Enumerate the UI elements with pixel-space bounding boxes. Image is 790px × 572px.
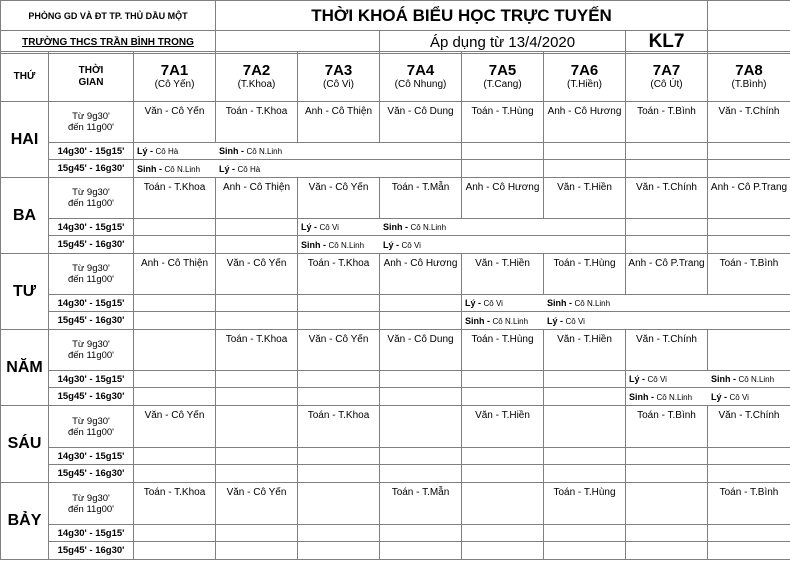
- empty-cell: [544, 143, 626, 160]
- morning-end: đến 11g00': [67, 426, 114, 438]
- lesson-cell: Anh - Cô Thiện: [216, 178, 298, 219]
- empty-cell: [380, 371, 462, 388]
- teacher-name: Cô Vi: [565, 316, 585, 326]
- morning-start: Từ 9g30': [72, 339, 110, 350]
- empty-cell: [626, 465, 708, 483]
- morning-slot: [49, 254, 134, 295]
- subject-name: Lý: [711, 391, 722, 402]
- class-name: 7A4: [406, 61, 435, 79]
- morning-end: đến 11g00': [67, 198, 114, 209]
- morning-slot: [49, 178, 134, 219]
- subject-name: Lý: [547, 315, 558, 326]
- empty-cell: [626, 542, 708, 560]
- class-name: 7A8: [735, 61, 763, 79]
- class-name: 7A5: [488, 61, 517, 79]
- empty-cell: [380, 542, 462, 560]
- empty-cell: [134, 219, 216, 236]
- class-name: 7A2: [242, 61, 271, 79]
- morning-end: đến 11g00': [67, 274, 114, 285]
- class-header: [216, 52, 298, 102]
- lesson-cell: Toán - T.Bình: [708, 483, 790, 525]
- lesson-cell: Văn - Cô Yến: [216, 254, 298, 295]
- empty-cell: [626, 219, 708, 236]
- empty-cell: [298, 525, 380, 542]
- lesson-cell: Văn - Cô Yến: [134, 102, 216, 143]
- lesson-cell: Toán - T.Khoa: [298, 254, 380, 295]
- morning-end: đến 11g00': [67, 350, 114, 361]
- afternoon-slot: 14g30' - 15g15': [49, 448, 134, 465]
- empty-cell: [134, 295, 216, 312]
- header-time-line1: THỜI: [78, 64, 104, 76]
- afternoon-lesson: Sinh - Cô N.Linh: [134, 160, 216, 178]
- lesson-cell: Anh - Cô Hương: [380, 254, 462, 295]
- day-label: TƯ: [1, 254, 49, 330]
- lesson-cell: Anh - Cô Thiện: [134, 254, 216, 295]
- lesson-cell: Toán - T.Khoa: [298, 406, 380, 448]
- day-label: SÁU: [1, 406, 49, 483]
- lesson-cell: Văn - Cô Dung: [380, 102, 462, 143]
- teacher-name: Cô N.Linh: [164, 164, 201, 174]
- subject-name: Lý: [137, 146, 148, 156]
- lesson-cell: Anh - Cô P.Trang: [626, 254, 708, 295]
- morning-start: Từ 9g30': [72, 263, 110, 274]
- page-title: THỜI KHOÁ BIỂU HỌC TRỰC TUYẾN: [216, 1, 708, 31]
- empty-cell: [708, 448, 790, 465]
- lesson-cell: Toán - T.Khoa: [134, 483, 216, 525]
- afternoon-lesson: Lý - Cô Vi: [626, 371, 708, 388]
- lesson-cell: [462, 483, 544, 525]
- empty-cell: [298, 312, 380, 330]
- teacher-name: Cô N.Linh: [328, 240, 365, 250]
- afternoon-lesson: Lý - Cô Hà: [134, 143, 216, 160]
- subject-name: Lý: [301, 222, 312, 232]
- class-header: [380, 52, 462, 102]
- header-table: [0, 0, 790, 54]
- class-teacher: (T.Khoa): [237, 78, 276, 90]
- empty-cell: [134, 448, 216, 465]
- subject-name: Sinh: [465, 315, 485, 326]
- teacher-name: Cô Hà: [237, 164, 261, 174]
- empty-cell: [708, 465, 790, 483]
- class-name: 7A6: [570, 61, 599, 79]
- afternoon-slot: 14g30' - 15g15': [49, 143, 134, 160]
- subject-name: Sinh: [547, 298, 567, 308]
- lesson-cell: [626, 483, 708, 525]
- afternoon-slot: 14g30' - 15g15': [49, 525, 134, 542]
- class-teacher: (Cô Yến): [154, 78, 195, 90]
- empty-cell: [134, 525, 216, 542]
- empty-cell: [462, 525, 544, 542]
- class-teacher: (Cô Nhung): [394, 78, 447, 90]
- afternoon-slot: 14g30' - 15g15': [49, 371, 134, 388]
- subject-name: Lý: [465, 298, 476, 308]
- empty-cell: [544, 236, 626, 254]
- afternoon-lesson: Sinh - Cô N.Linh: [298, 236, 380, 254]
- class-name: 7A7: [652, 61, 681, 79]
- class-teacher: (T.Cang): [483, 78, 522, 90]
- class-teacher: (T.Bình): [731, 78, 767, 90]
- empty-cell: [708, 525, 790, 542]
- lesson-cell: Toán - T.Hùng: [462, 330, 544, 371]
- teacher-name: Cô N.Linh: [410, 223, 447, 232]
- empty-cell: [544, 219, 626, 236]
- empty-cell: [216, 448, 298, 465]
- empty-cell: [544, 371, 626, 388]
- class-name: 7A1: [160, 61, 189, 79]
- morning-end: đến 11g00': [67, 503, 114, 515]
- empty-cell: [544, 388, 626, 406]
- lesson-cell: Toán - T.Hùng: [544, 254, 626, 295]
- lesson-cell: Văn - T.Chính: [626, 178, 708, 219]
- morning-start: Từ 9g30': [72, 492, 110, 504]
- class-header: [462, 52, 544, 102]
- empty-cell: [462, 371, 544, 388]
- afternoon-lesson: Lý - Cô Vi: [298, 219, 380, 236]
- afternoon-slot: 14g30' - 15g15': [49, 219, 134, 236]
- afternoon-lesson: Sinh - Cô N.Linh: [544, 295, 708, 312]
- afternoon-lesson: Lý - Cô Vi: [708, 388, 790, 406]
- lesson-cell: [708, 330, 790, 371]
- empty-cell: [298, 465, 380, 483]
- subject-name: Lý: [219, 163, 230, 174]
- day-label: BẢY: [1, 483, 49, 560]
- empty-cell: [216, 295, 298, 312]
- subject-name: Lý: [383, 239, 394, 250]
- lesson-cell: Văn - T.Hiền: [462, 406, 544, 448]
- afternoon-slot: 15g45' - 16g30': [49, 236, 134, 254]
- class-header: [134, 52, 216, 102]
- teacher-name: Cô Vi: [483, 299, 503, 308]
- empty-cell: [708, 160, 790, 178]
- empty-cell: [216, 219, 298, 236]
- department-name: PHÒNG GD VÀ ĐT TP. THỦ DẦU MỘT: [1, 1, 216, 31]
- afternoon-lesson: Lý - Cô Vi: [380, 236, 544, 254]
- afternoon-lesson: Lý - Cô Vi: [462, 295, 544, 312]
- lesson-cell: Anh - Cô Hương: [544, 102, 626, 143]
- lesson-cell: Toán - T.Mẫn: [380, 483, 462, 525]
- empty-cell: [380, 295, 462, 312]
- class-header: [626, 52, 708, 102]
- subject-name: Sinh: [629, 391, 649, 402]
- lesson-cell: [544, 406, 626, 448]
- teacher-name: Cô N.Linh: [574, 299, 611, 308]
- teacher-name: Cô N.Linh: [738, 375, 775, 384]
- day-label: HAI: [1, 102, 49, 178]
- empty-cell: [462, 160, 544, 178]
- empty-cell: [708, 219, 790, 236]
- empty-cell: [134, 371, 216, 388]
- afternoon-lesson: Sinh - Cô N.Linh: [708, 371, 790, 388]
- empty-cell: [380, 465, 462, 483]
- empty-cell: [216, 388, 298, 406]
- class-header: [708, 52, 790, 102]
- empty-cell: [216, 312, 298, 330]
- morning-slot: [49, 483, 134, 525]
- afternoon-lesson: Sinh - Cô N.Linh: [462, 312, 544, 330]
- lesson-cell: Toán - T.Mẫn: [380, 178, 462, 219]
- lesson-cell: [134, 330, 216, 371]
- empty-cell: [380, 388, 462, 406]
- empty-cell: [380, 312, 462, 330]
- empty-cell: [380, 160, 462, 178]
- subject-name: Sinh: [301, 239, 321, 250]
- empty-cell: [216, 542, 298, 560]
- lesson-cell: Văn - T.Hiền: [544, 330, 626, 371]
- morning-slot: [49, 102, 134, 143]
- empty-cell: [298, 371, 380, 388]
- empty-cell: [134, 388, 216, 406]
- morning-end: đến 11g00': [67, 122, 114, 133]
- teacher-name: Cô N.Linh: [656, 392, 693, 402]
- morning-slot: [49, 330, 134, 371]
- empty-cell: [544, 525, 626, 542]
- teacher-name: Cô N.Linh: [246, 147, 283, 156]
- subject-name: Sinh: [137, 163, 157, 174]
- teacher-name: Cô Hà: [155, 147, 179, 156]
- empty-cell: [134, 465, 216, 483]
- empty-cell: [298, 448, 380, 465]
- subject-name: Sinh: [383, 222, 403, 232]
- class-teacher: (T.Hiền): [566, 78, 602, 90]
- empty-cell: [216, 236, 298, 254]
- empty-cell: [626, 143, 708, 160]
- afternoon-slot: 15g45' - 16g30': [49, 542, 134, 560]
- apply-date: Áp dụng từ 13/4/2020: [380, 31, 626, 54]
- afternoon-slot: 14g30' - 15g15': [49, 295, 134, 312]
- afternoon-lesson: Sinh - Cô N.Linh: [626, 388, 708, 406]
- empty-cell: [544, 542, 626, 560]
- lesson-cell: Văn - Cô Yến: [298, 178, 380, 219]
- subject-name: Sinh: [219, 146, 239, 156]
- empty-cell: [298, 388, 380, 406]
- morning-start: Từ 9g30': [72, 111, 110, 122]
- empty-cell: [708, 542, 790, 560]
- subject-name: Sinh: [711, 374, 731, 384]
- empty-cell: [626, 525, 708, 542]
- empty-cell: [298, 295, 380, 312]
- empty-cell: [462, 465, 544, 483]
- lesson-cell: Văn - T.Hiền: [462, 254, 544, 295]
- empty-cell: [380, 525, 462, 542]
- grade-code: KL7: [626, 31, 708, 54]
- school-name: TRƯỜNG THCS TRẦN BÌNH TRONG: [1, 31, 216, 54]
- lesson-cell: Văn - T.Hiền: [544, 178, 626, 219]
- lesson-cell: Toán - T.Hùng: [544, 483, 626, 525]
- afternoon-slot: 15g45' - 16g30': [49, 312, 134, 330]
- empty-cell: [626, 160, 708, 178]
- lesson-cell: Toán - T.Bình: [708, 254, 790, 295]
- empty-cell: [380, 448, 462, 465]
- empty-cell: [216, 465, 298, 483]
- afternoon-lesson: Sinh - Cô N.Linh: [216, 143, 380, 160]
- lesson-cell: Văn - T.Chính: [626, 330, 708, 371]
- class-teacher: (Cô Vi): [323, 78, 354, 90]
- empty-cell: [544, 160, 626, 178]
- empty-cell: [216, 371, 298, 388]
- empty-cell: [708, 236, 790, 254]
- header-time: [49, 52, 134, 102]
- subject-name: Lý: [629, 374, 640, 384]
- teacher-name: Cô Vi: [647, 375, 667, 384]
- lesson-cell: Văn - T.Chính: [708, 406, 790, 448]
- lesson-cell: Toán - T.Khoa: [216, 102, 298, 143]
- empty-cell: [134, 236, 216, 254]
- empty-cell: [708, 295, 790, 312]
- afternoon-lesson: Lý - Cô Hà: [216, 160, 380, 178]
- day-label: NĂM: [1, 330, 49, 406]
- afternoon-slot: 15g45' - 16g30': [49, 160, 134, 178]
- lesson-cell: Văn - Cô Yến: [298, 330, 380, 371]
- schedule-grid: [0, 51, 790, 560]
- empty-cell: [708, 143, 790, 160]
- lesson-cell: Toán - T.Khoa: [134, 178, 216, 219]
- empty-cell: [708, 312, 790, 330]
- lesson-cell: Toán - T.Bình: [626, 102, 708, 143]
- header-time-line2: GIAN: [78, 76, 104, 88]
- lesson-cell: Văn - Cô Yến: [216, 483, 298, 525]
- lesson-cell: Toán - T.Bình: [626, 406, 708, 448]
- teacher-name: Cô N.Linh: [492, 316, 529, 326]
- lesson-cell: Toán - T.Hùng: [462, 102, 544, 143]
- teacher-name: Cô Vi: [729, 392, 749, 402]
- teacher-name: Cô Vi: [319, 223, 339, 232]
- empty-cell: [462, 448, 544, 465]
- empty-cell: [544, 465, 626, 483]
- empty-cell: [626, 236, 708, 254]
- lesson-cell: Văn - Cô Yến: [134, 406, 216, 448]
- lesson-cell: [216, 406, 298, 448]
- header-thu: THỨ: [1, 52, 49, 102]
- lesson-cell: Văn - Cô Dung: [380, 330, 462, 371]
- empty-cell: [462, 388, 544, 406]
- lesson-cell: Anh - Cô P.Trang: [708, 178, 790, 219]
- day-label: BA: [1, 178, 49, 254]
- empty-cell: [626, 448, 708, 465]
- lesson-cell: Văn - T.Chính: [708, 102, 790, 143]
- lesson-cell: [298, 483, 380, 525]
- class-teacher: (Cô Út): [650, 78, 683, 90]
- afternoon-lesson: Sinh - Cô N.Linh: [380, 219, 544, 236]
- morning-slot: [49, 406, 134, 448]
- empty-cell: [298, 542, 380, 560]
- morning-start: Từ 9g30': [72, 415, 110, 427]
- class-name: 7A3: [324, 61, 353, 79]
- lesson-cell: Anh - Cô Hương: [462, 178, 544, 219]
- class-header: [298, 52, 380, 102]
- afternoon-lesson: Lý - Cô Vi: [544, 312, 708, 330]
- empty-cell: [134, 312, 216, 330]
- afternoon-slot: 15g45' - 16g30': [49, 388, 134, 406]
- empty-cell: [544, 448, 626, 465]
- empty-cell: [380, 143, 462, 160]
- class-header: [544, 52, 626, 102]
- teacher-name: Cô Vi: [401, 240, 421, 250]
- lesson-cell: Toán - T.Khoa: [216, 330, 298, 371]
- empty-cell: [134, 542, 216, 560]
- lesson-cell: [380, 406, 462, 448]
- lesson-cell: Anh - Cô Thiện: [298, 102, 380, 143]
- afternoon-slot: 15g45' - 16g30': [49, 465, 134, 483]
- empty-cell: [462, 542, 544, 560]
- empty-cell: [462, 143, 544, 160]
- empty-cell: [216, 525, 298, 542]
- morning-start: Từ 9g30': [72, 187, 110, 198]
